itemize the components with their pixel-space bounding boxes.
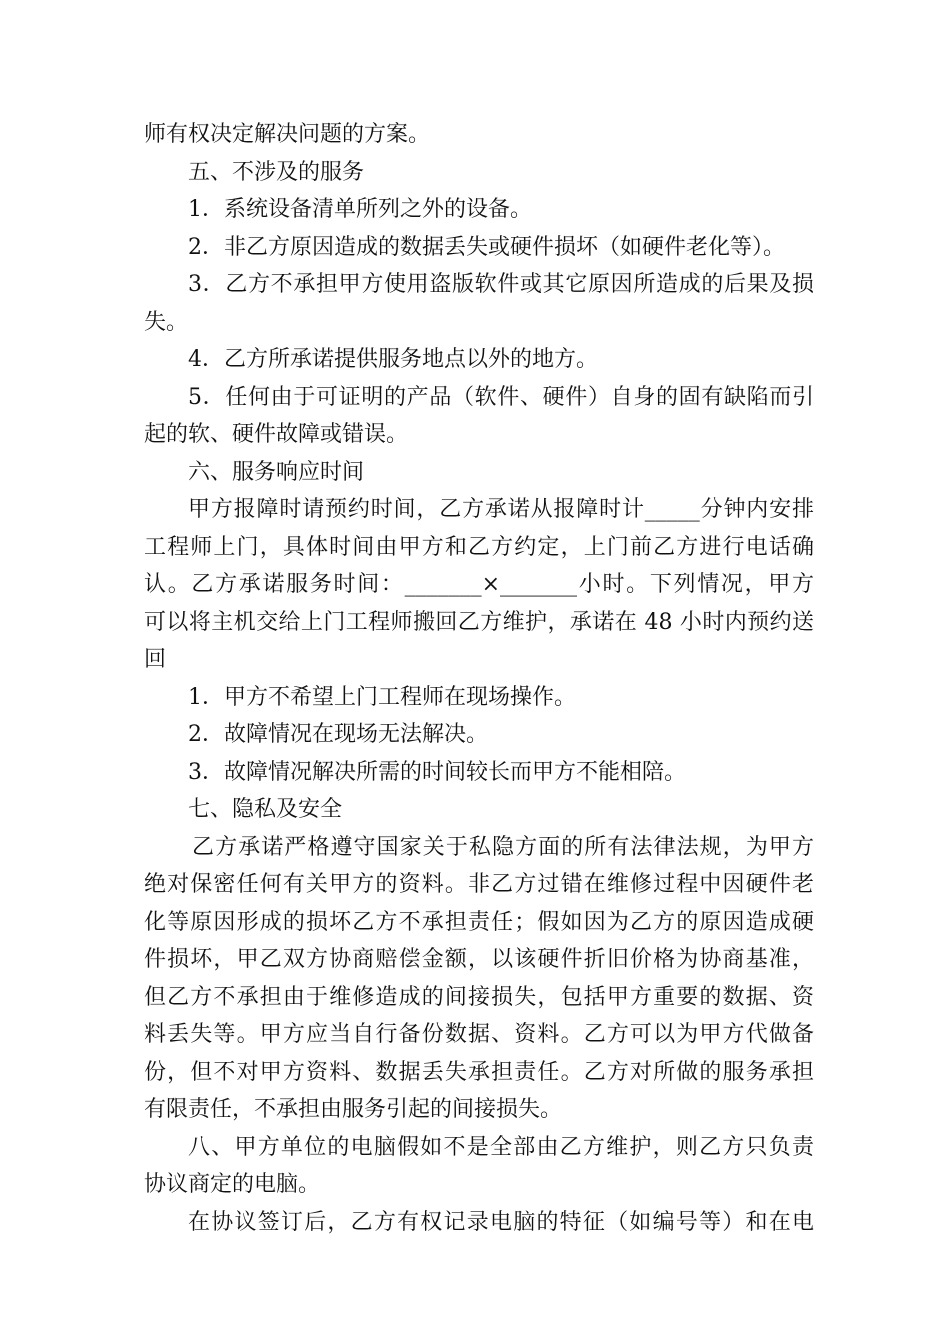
list-item: 1．系统设备清单所列之外的设备。: [188, 197, 532, 222]
list-item: 1．甲方不希望上门工程师在现场操作。: [188, 684, 576, 710]
section-heading: 八、甲方单位的电脑假如不是全部由乙方维护，则乙方只负责: [188, 1134, 814, 1160]
list-item: 3．乙方不承担甲方使用盗版软件或其它原因所造成的后果及损: [188, 272, 814, 297]
paragraph-line: 绝对保密任何有关甲方的资料。非乙方过错在维修过程中因硬件老: [144, 872, 814, 897]
list-item: 3．故障情况解决所需的时间较长而甲方不能相陪。: [188, 759, 686, 785]
section-heading: 六、服务响应时间: [188, 459, 365, 485]
paragraph-line: 化等原因形成的损坏乙方不承担责任；假如因为乙方的原因造成硬: [144, 909, 814, 935]
paragraph-line: 工程师上门，具体时间由甲方和乙方约定，上门前乙方进行电话确: [144, 534, 814, 560]
list-item: 2．非乙方原因造成的数据丢失或硬件损坏（如硬件老化等）。: [188, 234, 785, 260]
text-line: 协议商定的电脑。: [144, 1172, 321, 1197]
paragraph-line: 料丢失等。甲方应当自行备份数据、资料。乙方可以为甲方代做备: [144, 1022, 814, 1047]
text-line: 失。: [144, 309, 189, 335]
text-line: 有限责任，不承担由服务引起的间接损失。: [144, 1097, 563, 1122]
paragraph-line: 乙方承诺严格遵守国家关于私隐方面的所有法律法规，为甲方: [192, 834, 814, 860]
document-body: [144, 116, 814, 1241]
paragraph-line: 甲方报障时请预约时间，乙方承诺从报障时计_____分钟内安排: [188, 497, 814, 522]
list-item: 5．任何由于可证明的产品（软件、硬件）自身的固有缺陷而引: [188, 384, 814, 410]
text-line: 回: [144, 647, 167, 672]
paragraph-line: 在协议签订后，乙方有权记录电脑的特征（如编号等）和在电: [188, 1209, 814, 1235]
section-heading: 七、隐私及安全: [188, 797, 343, 822]
text-line: 师有权决定解决问题的方案。: [144, 122, 431, 147]
text-line: 起的软、硬件故障或错误。: [144, 422, 409, 447]
list-item: 4．乙方所承诺提供服务地点以外的地方。: [188, 347, 598, 372]
paragraph-line: 但乙方不承担由于维修造成的间接损失，包括甲方重要的数据、资: [144, 984, 814, 1010]
paragraph-line: 份，但不对甲方资料、数据丢失承担责任。乙方对所做的服务承担: [144, 1059, 814, 1085]
list-item: 2．故障情况在现场无法解决。: [188, 722, 488, 747]
section-heading: 五、不涉及的服务: [188, 159, 365, 185]
paragraph-line: 可以将主机交给上门工程师搬回乙方维护，承诺在 48 小时内预约送: [144, 609, 814, 635]
paragraph-line: 认。乙方承诺服务时间：_______×_______小时。下列情况，甲方: [144, 572, 814, 597]
paragraph-line: 件损坏，甲乙双方协商赔偿金额，以该硬件折旧价格为协商基准，: [144, 947, 814, 972]
